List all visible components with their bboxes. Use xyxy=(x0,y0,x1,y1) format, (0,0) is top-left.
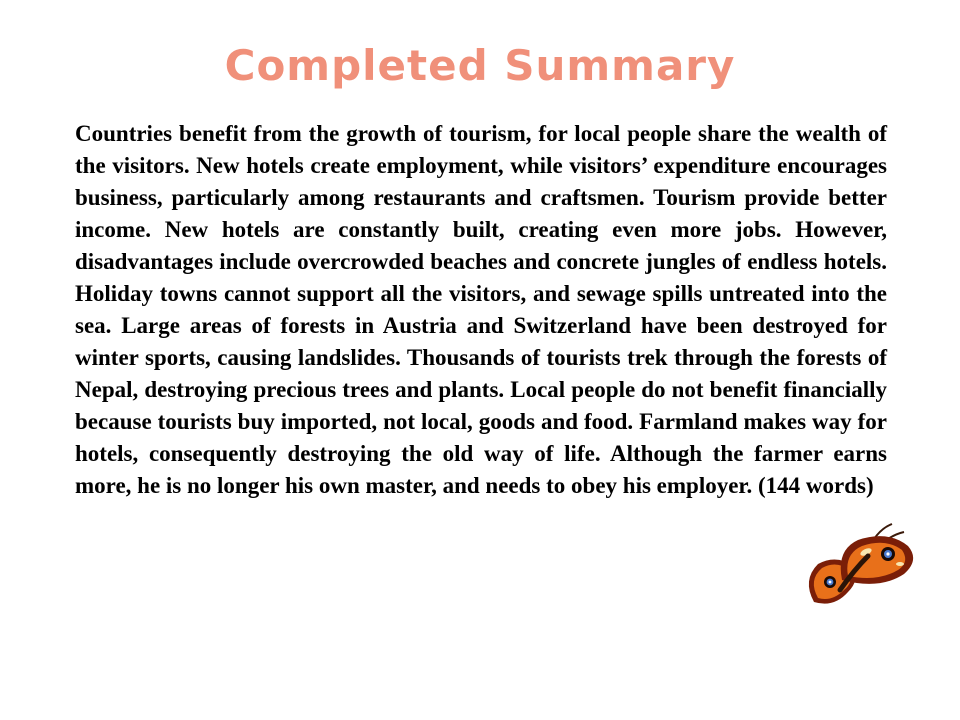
slide-title: Completed Summary xyxy=(224,41,736,90)
summary-body: Countries benefit from the growth of tourism, for local people share the wealth of the visitors. New hotels create employment, while visitors’ expenditure encourages business, particularly among restaurants and craftsmen. Tourism provide better income. New hotels are constantly built, creating even more jobs. However, disadvantages include overcrowded beaches and concrete jungles of endless hotels. Holiday towns cannot support all the visitors, and sewage spills untreated into the sea. Large areas of forests in Austria and Switzerland have been destroyed for winter sports, causing landslides. Thousands of tourists trek through the forests of Nepal, destroying precious trees and plants. Local people do not benefit financially because tourists buy imported, not local, goods and food. Farmland makes way for hotels, consequently destroying the old way of life. Although the farmer earns more, he is no longer his own master, and needs to obey his employer. xyxy=(75,121,887,498)
butterfly-icon xyxy=(796,520,926,612)
word-count: (144 words) xyxy=(758,473,874,498)
summary-paragraph xyxy=(75,118,887,502)
